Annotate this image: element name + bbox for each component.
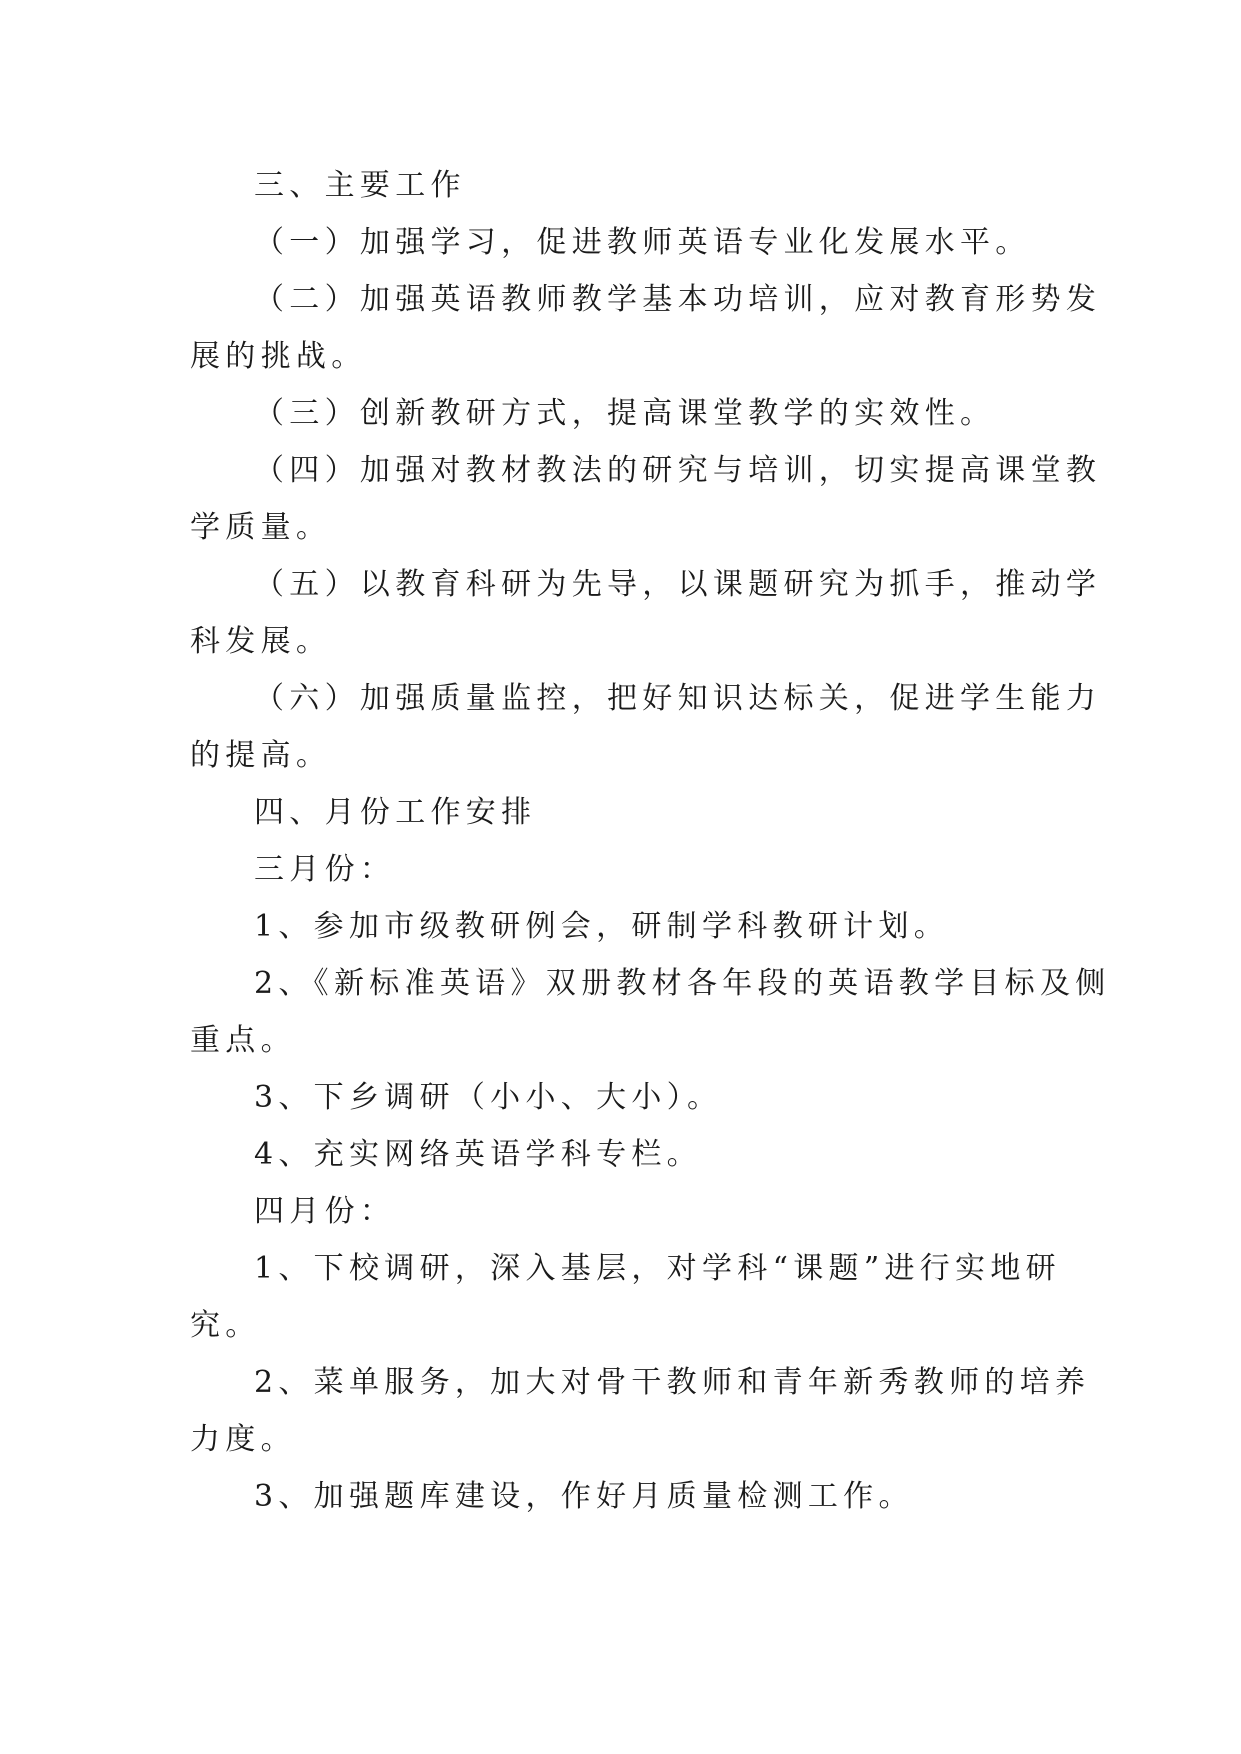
- march-item-1: 1、参加市级教研例会，研制学科教研计划。: [254, 909, 950, 944]
- work-item-6-line-2: 的提高。: [190, 738, 332, 773]
- work-item-4-line-2: 学质量。: [190, 510, 332, 545]
- march-item-3: 3、下乡调研（小小、大小）。: [254, 1080, 723, 1115]
- march-item-2-line-1: 2、《新标准英语》双册教材各年段的英语教学目标及侧: [254, 966, 1111, 1001]
- work-item-2-line-2: 展的挑战。: [190, 339, 367, 374]
- section-heading-monthly-schedule: 四、月份工作安排: [254, 795, 537, 830]
- april-item-1-line-1: 1、下校调研，深入基层，对学科“课题”进行实地研: [254, 1251, 1061, 1286]
- work-item-3: （三）创新教研方式，提高课堂教学的实效性。: [254, 396, 996, 431]
- work-item-2-line-1: （二）加强英语教师教学基本功培训，应对教育形势发: [254, 282, 1102, 317]
- march-item-4: 4、充实网络英语学科专栏。: [254, 1137, 702, 1172]
- month-heading-march: 三月份：: [254, 852, 396, 887]
- march-item-2-line-2: 重点。: [190, 1023, 296, 1058]
- april-item-2-line-1: 2、菜单服务，加大对骨干教师和青年新秀教师的培养: [254, 1365, 1091, 1400]
- work-item-5-line-2: 科发展。: [190, 624, 332, 659]
- april-item-1-line-2: 究。: [190, 1308, 261, 1343]
- work-item-5-line-1: （五）以教育科研为先导，以课题研究为抓手，推动学: [254, 567, 1102, 602]
- work-item-1: （一）加强学习，促进教师英语专业化发展水平。: [254, 225, 1031, 260]
- month-heading-april: 四月份：: [254, 1194, 396, 1229]
- april-item-2-line-2: 力度。: [190, 1422, 296, 1457]
- section-heading-main-work: 三、主要工作: [254, 168, 466, 203]
- work-item-6-line-1: （六）加强质量监控，把好知识达标关，促进学生能力: [254, 681, 1102, 716]
- april-item-3: 3、加强题库建设，作好月质量检测工作。: [254, 1479, 914, 1514]
- work-item-4-line-1: （四）加强对教材教法的研究与培训，切实提高课堂教: [254, 453, 1102, 488]
